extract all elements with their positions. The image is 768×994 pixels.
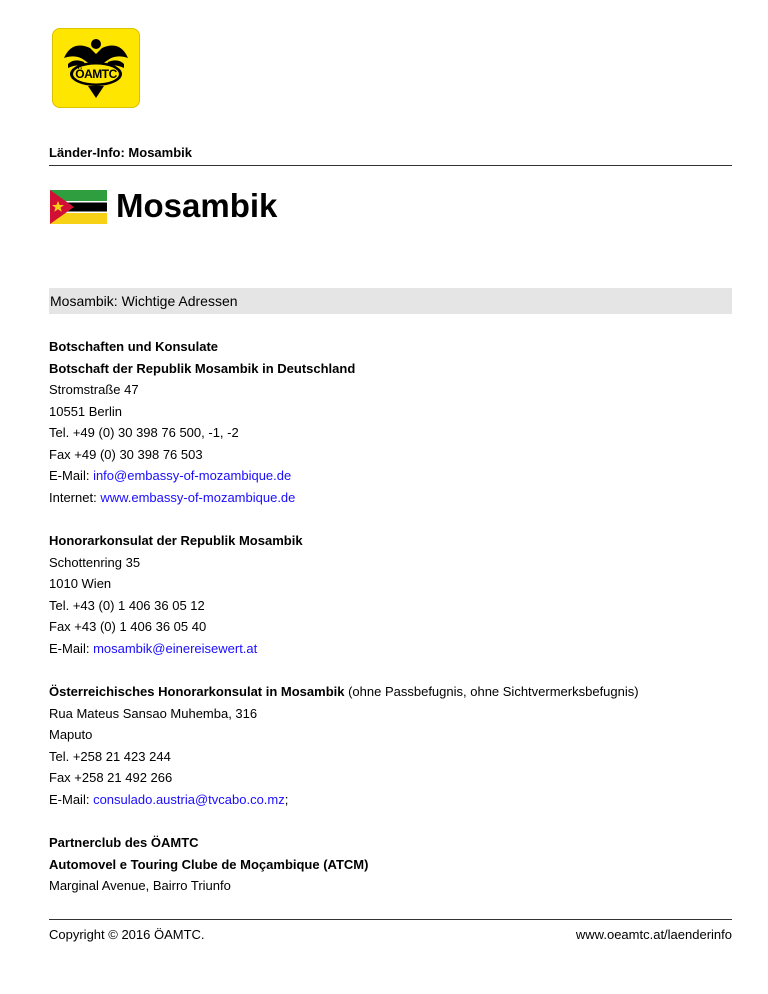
footer-url: www.oeamtc.at/laenderinfo — [575, 927, 732, 942]
internet-line — [49, 487, 739, 509]
fax: Fax +49 (0) 30 398 76 503 — [49, 446, 203, 462]
consulate-name: Honorarkonsulat der Republik Mosambik — [49, 533, 303, 548]
address-list — [49, 336, 739, 897]
email-line — [49, 789, 739, 811]
section-subheading: Partnerclub des ÖAMTC — [49, 835, 199, 850]
breadcrumb: Länder-Info: Mosambik — [49, 145, 732, 166]
internet-label: Internet: — [49, 489, 101, 505]
email-label: E-Mail: — [49, 640, 94, 656]
email-link[interactable]: mosambik@einereisewert.at — [93, 640, 258, 656]
mozambique-flag-icon — [50, 190, 107, 224]
phone: Tel. +49 (0) 30 398 76 500, -1, -2 — [49, 425, 239, 440]
page-title: Mosambik — [116, 187, 278, 224]
phone: Tel. +43 (0) 1 406 36 05 12 — [49, 597, 205, 613]
email-label: E-Mail: — [49, 791, 94, 807]
address-city: 10551 Berlin — [49, 403, 122, 419]
email-link[interactable]: info@embassy-of-mozambique.de — [93, 468, 292, 483]
section-subheading: Botschaften und Konsulate — [49, 339, 219, 354]
footer-divider — [49, 919, 732, 920]
email-line — [49, 465, 739, 487]
email-link[interactable]: consulado.austria@tvcabo.co.mz — [93, 791, 285, 807]
consulate-note: (ohne Passbefugnis, ohne Sichtvermerksbefugnis) — [344, 684, 639, 699]
address-city: Maputo — [49, 727, 93, 742]
address-street: Schottenring 35 — [49, 554, 141, 570]
address-street: Stromstraße 47 — [49, 382, 139, 397]
embassy-name: Botschaft der Republik Mosambik in Deutschland — [49, 360, 356, 376]
oeamtc-logo — [52, 28, 140, 108]
phone: Tel. +258 21 423 244 — [49, 748, 171, 764]
logo-text: ÖAMTC — [75, 67, 117, 81]
email-label: E-Mail: — [49, 468, 94, 483]
website-link[interactable]: www.embassy-of-mozambique.de — [100, 489, 296, 505]
fax: Fax +258 21 492 266 — [49, 770, 173, 785]
address-street: Rua Mateus Sansao Muhemba, 316 — [49, 705, 258, 721]
consulate-name: Österreichisches Honorarkonsulat in Mosambik — [49, 684, 345, 699]
email-suffix: ; — [284, 791, 289, 807]
email-line — [49, 638, 739, 660]
consulate-name-line — [49, 681, 739, 703]
partner-club-name: Automovel e Touring Clube de Moçambique (ATCM) — [49, 856, 369, 872]
address-street: Marginal Avenue, Bairro Triunfo — [49, 878, 231, 893]
address-city: 1010 Wien — [49, 576, 112, 591]
section-heading: Mosambik: Wichtige Adressen — [49, 288, 732, 314]
fax: Fax +43 (0) 1 406 36 05 40 — [49, 619, 207, 634]
footer-copyright: Copyright © 2016 ÖAMTC. — [49, 927, 205, 942]
